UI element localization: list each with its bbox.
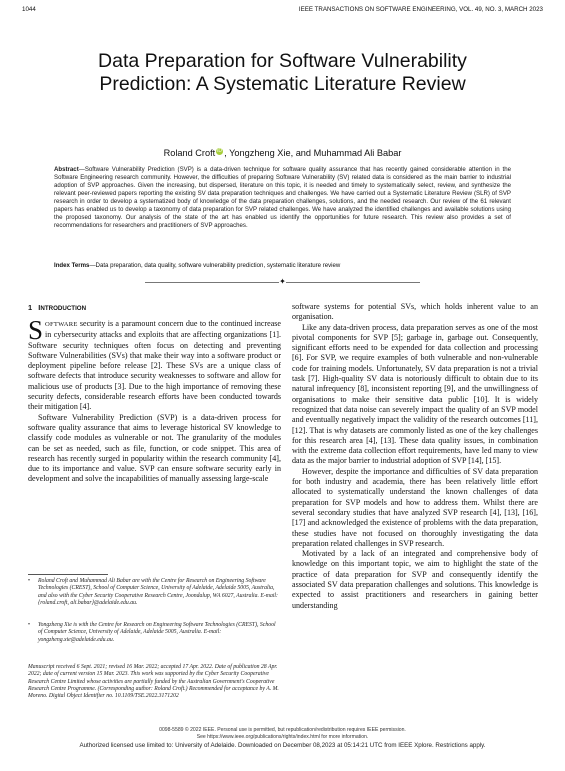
section-title-rest: NTRODUCTION — [40, 305, 87, 312]
title-line-2: Prediction: A Systematic Literature Review — [99, 73, 466, 95]
copyright-notice — [0, 727, 565, 740]
running-header — [22, 6, 543, 16]
orcid-icon[interactable]: iD — [217, 148, 223, 154]
drop-cap: S — [28, 315, 44, 345]
footnote-rule — [28, 574, 108, 575]
abstract — [54, 166, 511, 230]
intro-paragraph-1-text: security is a paramount concern due to the continued increase in cybersecurity attacks and exploits that are affecting organizations [1]. Software security techniques often focus on detecting and preventing Software Vulnerabilities (SVs) that make their way into a software product or deployment pipeline before release [2]. These SVs are a unique class of software defects that introduce security weaknesses to software and allow for malicious use of products [3]. Due to the high importance of removing these security defects, considerable research efforts have been conducted towards their mitigation [4]. — [28, 319, 281, 412]
section-heading — [28, 302, 281, 315]
footnote-2-text: Yongzheng Xie is with the Centre for Research on Engineering Software Technologies (CREST), School of Computer Science, University of Adelaide, Adelaide 5005, Australia. E-mail: yongzheng.xie@adelaide.edu.au. — [38, 622, 276, 643]
footnote-affiliation-2 — [28, 622, 281, 644]
intro-paragraph-1 — [28, 315, 281, 413]
page-number: 1044 — [22, 6, 36, 13]
right-paragraph-1: Like any data-driven process, data preparation serves as one of the most pivotal components for SVP [5]; garbage in, garbage out. Consequently, significant efforts need to be expended for data collection and processing [6]. For SVP, we require examples of both vulnerable and non-vulnerable code for training models. Unfortunately, SV data preparation is not a trivial task [7]. High-quality SV data is notoriously difficult to obtain due to its natural infrequency [8], inconsistent reporting [9], and the unwillingness of organisations to make their sensitive data public [10]. It is widely recognized that data noise can severely impact the quality of an SVP model and eventually negatively impact the validity of the research outcomes [11], [12]. That is why datasets are commonly listed as one of the key challenges for this research area [4], [13]. These data quality issues, in combination with the extreme data collection effort requirements, have led many to view data as the major barrier to industrial adoption of SVP [14], [15]. — [292, 322, 538, 466]
section-title-initial: I — [38, 303, 41, 312]
author-first: Roland Croft — [163, 148, 216, 159]
index-terms — [54, 262, 511, 270]
author-list — [0, 148, 565, 158]
copyright-line-2: See https://www.ieee.org/publications/rights/index.html for more information. — [196, 733, 369, 740]
abstract-text: —Software Vulnerability Prediction (SVP) is a data-driven technique for software quality assurance that has recently gained considerable attention in the Software Engineering research community. However, the difficulties of preparing Software Vulnerability (SV) related data is considered as the main barrier to industrial adoption of SVP approaches. Given the increasing, but dispersed, literature on this topic, it is needed and timely to systematically select, review, and synthesize the relevant peer-reviewed papers reporting the existing SV data preparation techniques and challenges. We have carried out a Systematic Literature Review (SLR) of SVP research in order to develop a systematized body of knowledge of the data preparation challenges, solutions, and the needed research. Our review of the 61 relevant papers has enabled us to develop a taxonomy of data preparation for SVP related challenges. We have analyzed the identified challenges and available solutions using the proposed taxonomy. Our analysis of the state of the art has enabled us identify the opportunities for future research. This review also provides a set of recommendations for researchers and practitioners of SVP approaches. — [54, 166, 511, 230]
paper-title — [30, 50, 535, 96]
left-column — [28, 302, 281, 485]
copyright-line-1: 0098-5589 © 2022 IEEE. Personal use is permitted, but republication/redistribution requires IEEE permission. — [159, 727, 406, 733]
footnote-1-text: Roland Croft and Muhammad Ali Babar are with the Centre for Research on Engineering Software Technologies (CREST), School of Computer Science, University of Adelaide, Adelaide 5005, Australia, and also with the Cyber Security Cooperative Research Centre, Joondalup, WA 6027, Australia. E-mail: {roland.croft, ali.babar}@adelaide.edu.au. — [38, 578, 278, 607]
footnote-affiliation-1 — [28, 578, 281, 607]
section-number: 1 — [28, 303, 33, 312]
right-paragraph-0: software systems for potential SVs, which holds inherent value to an organisation. — [292, 302, 538, 322]
right-column — [292, 302, 538, 611]
abstract-label: Abstract — [54, 166, 79, 173]
intro-paragraph-2: Software Vulnerability Prediction (SVP) is a data-driven process for software quality assurance that aims to leverage historical SV knowledge to classify code modules as vulnerable or not. The granularity of the modules can be set as needed, such as file, function, or code snippet. This area of research has recently surged in popularity within the research community [4], due to its importance and value. SVP can ensure software security early in development and solve the incapabilities of manually assessing large-scale — [28, 412, 281, 484]
right-paragraph-3: Motivated by a lack of an integrated and comprehensive body of knowledge on this important topic, we aim to highlight the state of the practice of data preparation for SVP and consequently identify the associated SV data preparation challenges and solutions. This knowledge is expected to assist practitioners and researchers in gaining better understanding — [292, 549, 538, 610]
journal-header: IEEE TRANSACTIONS ON SOFTWARE ENGINEERING, VOL. 49, NO. 3, MARCH 2023 — [298, 6, 543, 13]
footnote-bullet: • — [28, 622, 31, 628]
footnote-bullet: • — [28, 578, 31, 584]
right-paragraph-2: However, despite the importance and difficulties of SV data preparation for both industry and academia, there has been relatively little effort allocated to systematically understand the known challenges of data preparation for SVP models and how to address them. Whilst there are several secondary studies that have analyzed SVP research [4], [13], [16], [17] and acknowledged the existence of problems with the data preparation, these studies have not focused on thoroughly investigating the data preparation related challenges in SVP research. — [292, 466, 538, 548]
intro-smallcaps: OFTWARE — [45, 321, 78, 328]
author-rest: , Yongzheng Xie, and Muhammad Ali Babar — [224, 148, 402, 159]
title-line-1: Data Preparation for Software Vulnerability — [98, 50, 467, 72]
index-terms-text: —Data preparation, data quality, software vulnerability prediction, systematic literature review — [89, 262, 341, 269]
index-terms-label: Index Terms — [54, 262, 90, 269]
license-notice: Authorized licensed use limited to: University of Adelaide. Downloaded on December 08,2023 at 05:14:21 UTC from IEEE Xplore. Restrictions apply. — [79, 742, 486, 749]
manuscript-info: Manuscript received 6 Sept. 2021; revised 16 Mar. 2022; accepted 17 Apr. 2022. Date of publication 28 Apr. 2022; date of current version 15 Mar. 2023. This work was supported by the Cyber Security Cooperative Research Centre Limited whose activities are partially funded by the Australian Government's Cooperative Research Centre Programme. (Corresponding author: Roland Croft.) Recommended for acceptance by A. M. Moreno. Digital Object Identifier no. 10.1109/TSE.2022.3171202 — [28, 664, 279, 700]
divider-diamond-icon: ✦ — [279, 277, 286, 286]
